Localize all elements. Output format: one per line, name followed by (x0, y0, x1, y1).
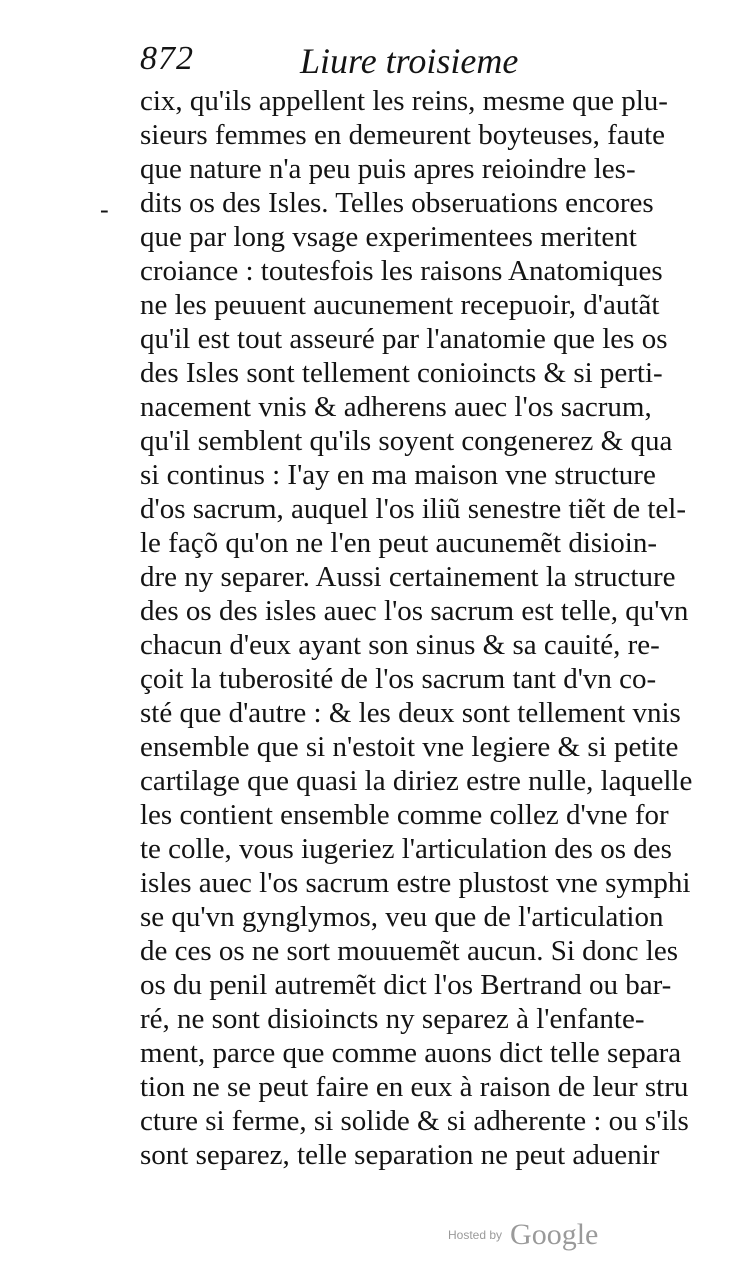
text-line: cture si ferme, si solide & si adherente : ou s'ils (140, 1105, 689, 1137)
text-line: le façõ qu'on ne l'en peut aucunemẽt disioin- (140, 527, 657, 559)
watermark-prefix: Hosted by (448, 1228, 503, 1242)
text-line: de ces os ne sort mouuemẽt aucun. Si donc les (140, 935, 678, 967)
text-line: qu'il est tout asseuré par l'anatomie que les os (140, 323, 668, 355)
text-line: cartilage que quasi la diriez estre nulle, laquelle (140, 765, 693, 797)
text-line: sont separez, telle separation ne peut aduenir (140, 1139, 660, 1171)
text-line: nacement vnis & adherens auec l'os sacrum, (140, 391, 652, 423)
text-line: ré, ne sont disioincts ny separez à l'enfante- (140, 1003, 645, 1035)
text-line: ment, parce que comme auons dict telle separa (140, 1037, 682, 1069)
page-header (140, 40, 580, 84)
text-line: les contient ensemble comme collez d'vne for (140, 799, 669, 831)
running-head: Liure troisieme (300, 41, 519, 81)
text-line: sieurs femmes en demeurent boyteuses, faute (140, 119, 666, 151)
page-number: 872 (140, 40, 194, 77)
margin-mark: - (100, 195, 109, 224)
text-line: croiance : toutesfois les raisons Anatomiques (140, 255, 663, 287)
google-logo: Google (510, 1218, 599, 1251)
body-text (140, 84, 720, 1172)
text-line: d'os sacrum, auquel l'os iliũ senestre tiẽt de tel- (140, 493, 687, 525)
text-line: si continus : I'ay en ma maison vne structure (140, 459, 656, 491)
google-watermark (448, 1218, 598, 1258)
text-line: qu'il semblent qu'ils soyent congenerez & qua (140, 425, 673, 457)
text-line: des os des isles auec l'os sacrum est telle, qu'vn (140, 595, 689, 627)
text-line: chacun d'eux ayant son sinus & sa cauité, re- (140, 629, 660, 661)
text-line: se qu'vn gynglymos, veu que de l'articulation (140, 901, 664, 933)
text-line: que par long vsage experimentees meritent (140, 221, 637, 253)
text-line: çoit la tuberosité de l'os sacrum tant d'vn co- (140, 663, 657, 695)
text-line: des Isles sont tellement conioincts & si perti- (140, 357, 663, 389)
text-line: tion ne se peut faire en eux à raison de leur stru (140, 1071, 689, 1103)
text-line: ensemble que si n'estoit vne legiere & si petite (140, 731, 679, 763)
text-line: dits os des Isles. Telles obseruations encores (140, 187, 654, 219)
text-line: os du penil autremẽt dict l'os Bertrand ou bar- (140, 969, 672, 1001)
text-line: cix, qu'ils appellent les reins, mesme que plu- (140, 85, 668, 117)
text-line: sté que d'autre : & les deux sont tellement vnis (140, 697, 681, 729)
text-line: dre ny separer. Aussi certainement la structure (140, 561, 676, 593)
text-line: ne les peuuent aucunement recepuoir, d'autãt (140, 289, 660, 321)
text-line: isles auec l'os sacrum estre plustost vne symphi (140, 867, 691, 899)
text-line: que nature n'a peu puis apres reioindre les- (140, 153, 636, 185)
text-line: te colle, vous iugeriez l'articulation des os des (140, 833, 672, 865)
